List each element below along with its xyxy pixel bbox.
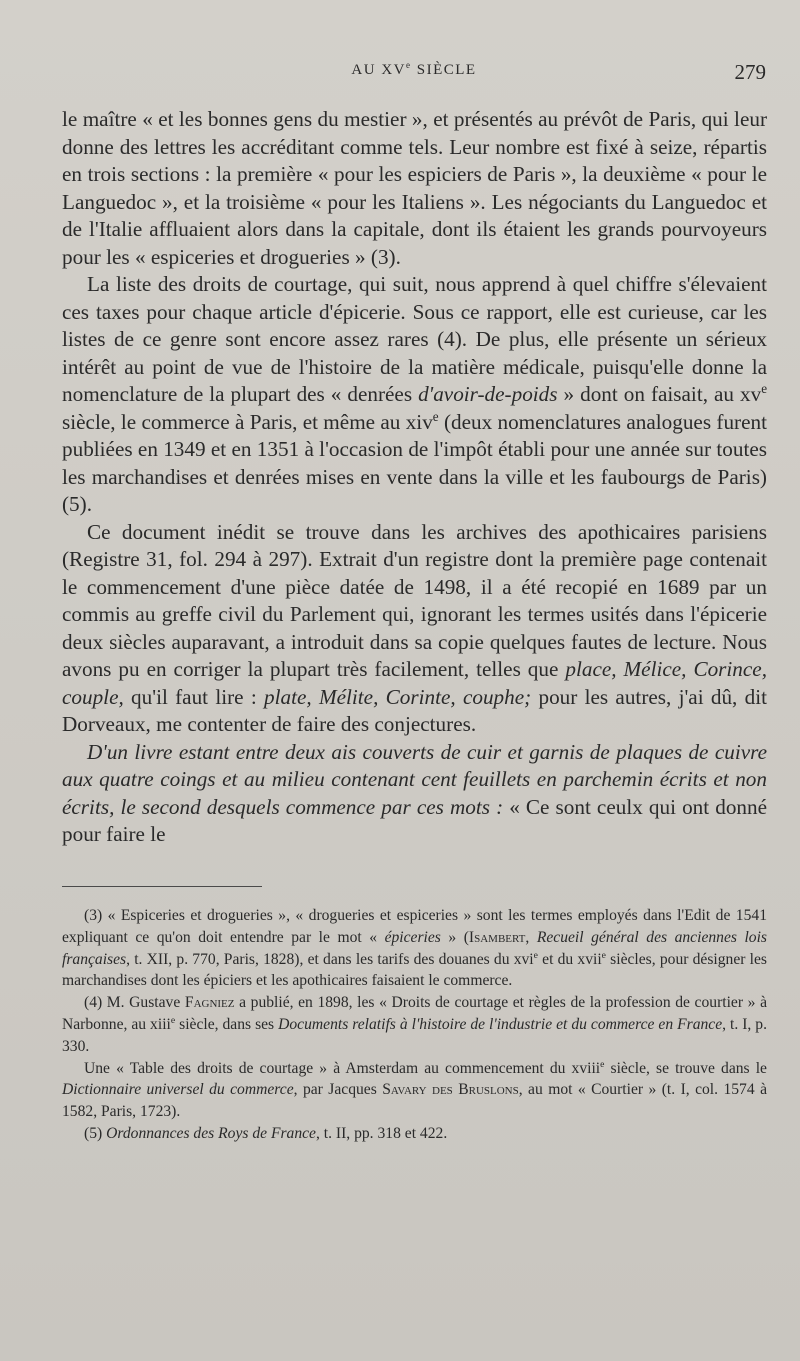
footnote-4: (4) M. Gustave Fagniez a publié, en 1898, les « Droits de courtage et règles de la profession de courtier » à Narbonne, au xiii$^e$ siècle, dans ses Documents relatifs à l'histoire de l'industrie et du commerce en France, t. I, p. 330. [62,994,767,1055]
page-header [62,60,766,90]
main-text [62,106,767,849]
running-head: AU XVe SIÈCLE [351,60,477,78]
footnote-separator [62,886,262,887]
page-number: 279 [734,60,766,84]
footnotes [62,905,767,1145]
footnote-4-continued: Une « Table des droits de courtage » à Amsterdam au commencement du xviii$^e$ siècle, se trouve dans le Dictionnaire universel du commerce, par Jacques Savary des Bruslons, au mot « Courtier » (t. I, col. 1574 à 1582, Paris, 1723). [62,1058,767,1121]
paragraph-1: le maître « et les bonnes gens du mestier », et présentés au prévôt de Paris, qui leur donne des lettres les accréditant comme tels. Leur nombre est fixé à seize, répartis en trois sections : la première « pour les espiciers de Paris », la deuxième « pour le Languedoc », et la troisième « pour les Italiens ». Les négociants du Languedoc et de l'Italie affluaient alors dans la capitale, dont ils étaient les grands pourvoyeurs pour les « espiceries et drogueries » (3). [62,107,767,269]
paragraph-2: La liste des droits de courtage, qui suit, nous apprend à quel chiffre s'élevaient ces taxes pour chaque article d'épicerie. Sous ce rapport, elle est curieuse, car les listes de ce genre sont encore assez rares (4). De plus, elle présente un sérieux intérêt au point de vue de l'histoire de la matière médicale, puisqu'elle donne la nomenclature de la plupart des « denrées d'avoir-de-poids » dont on faisait, au $xv^e$ siècle, le commerce à Paris, et même au xiv$^e$ (deux nomenclatures analogues furent publiées en 1349 et en 1351 à l'occasion de l'impôt établi pour une année sur toutes les marchandises et denrées mises en vente dans la ville et les faubourgs de Paris) (5). [62,272,768,516]
paragraph-3: Ce document inédit se trouve dans les archives des apothicaires parisiens (Registre 31, fol. 294 à 297). Extrait d'un registre dont la première page contenait le commencement d'une pièce datée de 1498, il a été recopié en 1689 par un commis au greffe civil du Parlement qui, ignorant les termes usités dans l'épicerie deux siècles auparavant, a introduit dans sa copie quelques fautes de lecture. Nous avons pu en corriger la plupart très facilement, telles que place, Mélice, Corince, couple, qu'il faut lire : plate, Mélite, Corinte, couphe; pour les autres, j'ai dû, dit Dorveaux, me contenter de faire des conjectures. [62,519,768,736]
footnote-3: (3) « Espiceries et drogueries », « drogueries et espiceries » sont les termes employés dans l'Edit de 1541 expliquant ce qu'on doit entendre par le mot « épiceries » (Isambert, Recueil général des anciennes lois françaises, t. XII, p. 770, Paris, 1828), et dans les tarifs des douanes du xvi$^e$ et du xvii$^e$ siècles, pour désigner les marchandises dont les épiciers et les apothicaires faisaient le commerce. [62,907,767,990]
footnote-5: (5) Ordonnances des Roys de France, t. II, pp. 318 et 422. [84,1124,448,1142]
paragraph-4: D'un livre estant entre deux ais couverts de cuir et garnis de plaques de cuivre aux quatre coings et au milieu contenant cent feuillets en parchemin écrits et non écrits, le second desquels commence par ces mots : « Ce sont ceulx qui ont donné pour faire le [62,739,768,846]
